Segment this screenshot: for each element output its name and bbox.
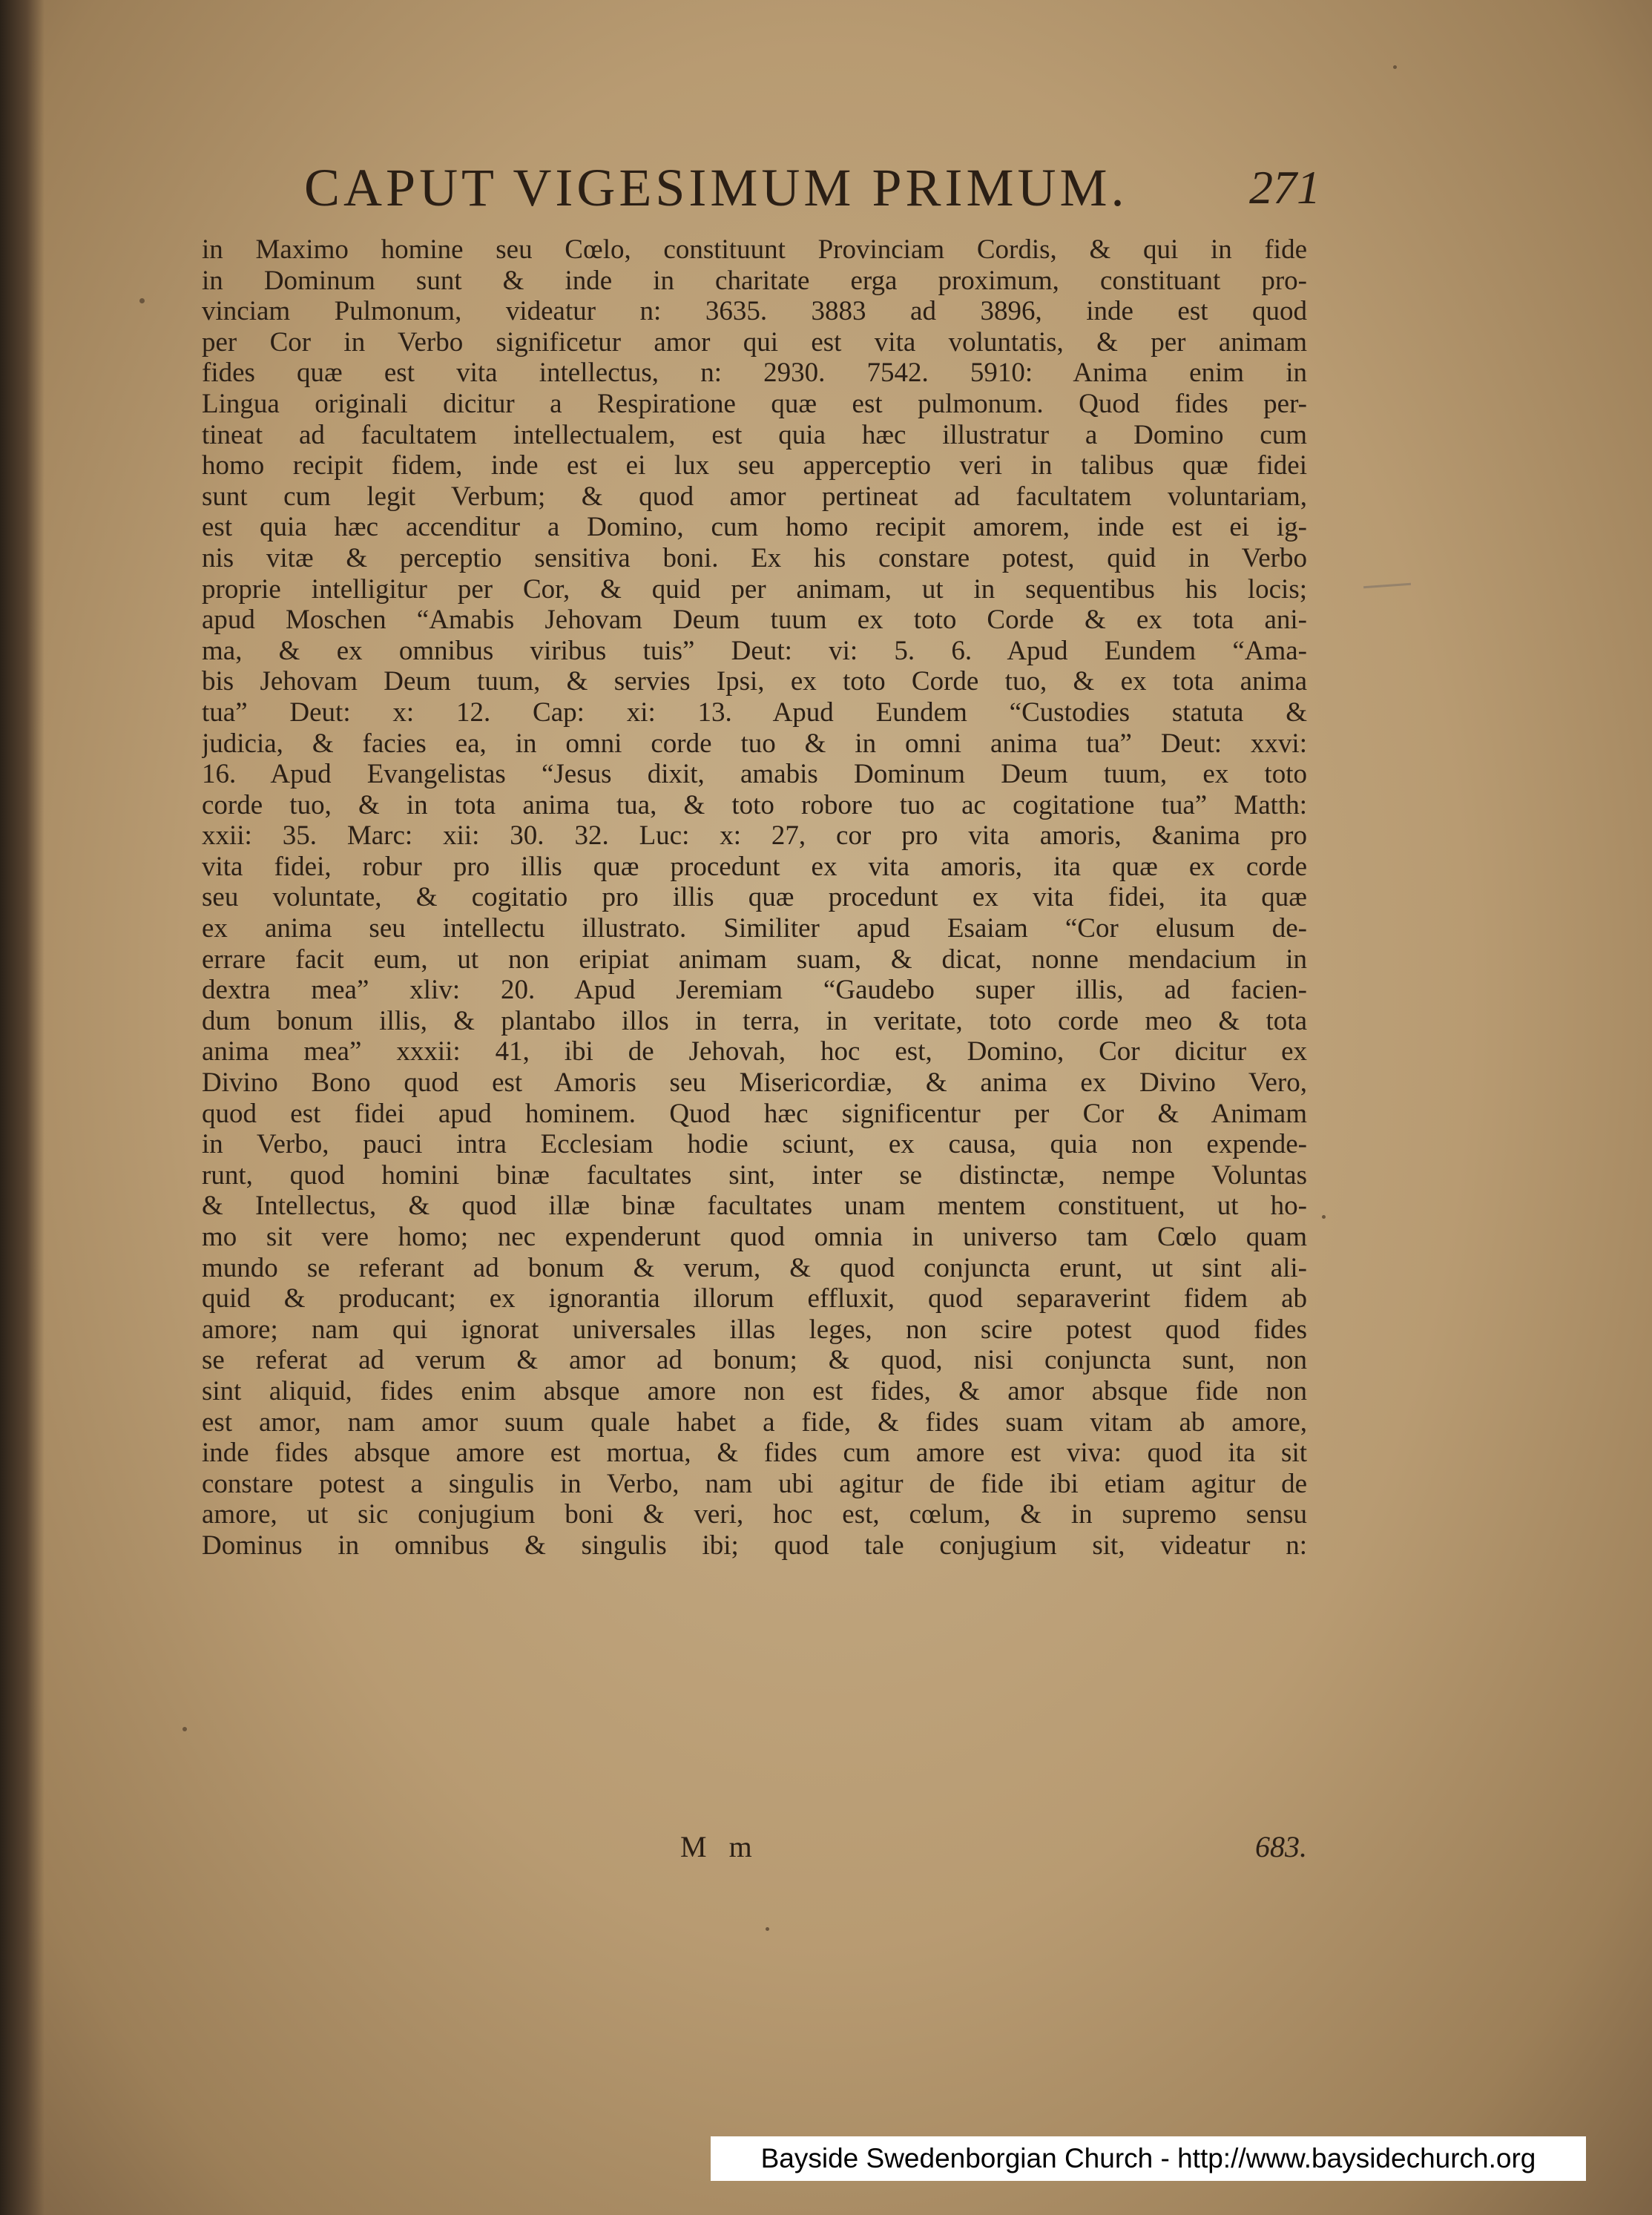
text-line: apud Moschen “Amabis Jehovam Deum tuum ex toto Corde & ex tota ani- (202, 605, 1307, 636)
text-line: in Verbo, pauci intra Ecclesiam hodie sciunt, ex causa, quia non expende- (202, 1129, 1307, 1160)
text-line: & Intellectus, & quod illæ binæ facultates unam mentem constituent, ut ho- (202, 1191, 1307, 1222)
text-line: vita fidei, robur pro illis quæ procedunt ex vita amoris, ita quæ ex corde (202, 851, 1307, 882)
text-line: runt, quod homini binæ facultates sint, inter se distinctæ, nempe Voluntas (202, 1159, 1307, 1191)
text-line: Dominus in omnibus & singulis ibi; quod tale conjugium sit, videatur n: (202, 1530, 1307, 1561)
text-line: judicia, & facies ea, in omni corde tuo & in omni anima tua” Deut: xxvi: (202, 728, 1307, 759)
text-line: tineat ad facultatem intellectualem, est quia hæc illustratur a Domino cum (202, 419, 1307, 450)
text-line: 16. Apud Evangelistas “Jesus dixit, amabis Dominum Deum tuum, ex toto (202, 759, 1307, 790)
text-line: anima mea” xxxii: 41, ibi de Jehovah, hoc est, Domino, Cor dicitur ex (202, 1036, 1307, 1067)
text-line: fides quæ est vita intellectus, n: 2930. 7542. 5910: Anima enim in (202, 358, 1307, 389)
text-line: ex anima seu intellectu illustrato. Similiter apud Esaiam “Cor elusum de- (202, 913, 1307, 944)
paper-speck (766, 1927, 769, 1931)
text-line: bis Jehovam Deum tuum, & servies Ipsi, ex toto Corde tuo, & ex tota anima (202, 666, 1307, 697)
running-title: CAPUT VIGESIMUM PRIMUM. (304, 158, 1128, 217)
text-line: per Cor in Verbo significetur amor qui est vita voluntatis, & per animam (202, 326, 1307, 358)
paper-speck (182, 1727, 187, 1731)
text-line: ma, & ex omnibus viribus tuis” Deut: vi: 5. 6. Apud Eundem “Ama- (202, 635, 1307, 666)
text-line: est quia hæc accenditur a Domino, cum homo recipit amorem, inde est ei ig- (202, 512, 1307, 543)
text-line: tua” Deut: x: 12. Cap: xi: 13. Apud Eundem “Custodies statuta & (202, 697, 1307, 728)
text-line: homo recipit fidem, inde est ei lux seu apperceptio veri in talibus quæ fidei (202, 450, 1307, 481)
text-line: corde tuo, & in tota anima tua, & toto robore tuo ac cogitatione tua” Matth: (202, 789, 1307, 820)
text-line: est amor, nam amor suum quale habet a fide, & fides suam vitam ab amore, (202, 1406, 1307, 1438)
text-line: in Maximo homine seu Cœlo, constituunt Provinciam Cordis, & qui in fide (202, 234, 1307, 265)
watermark-banner: Bayside Swedenborgian Church - http://www.baysidechurch.org (711, 2136, 1586, 2181)
text-line: in Dominum sunt & inde in charitate erga proximum, constituant pro- (202, 265, 1307, 296)
text-line: nis vitæ & perceptio sensitiva boni. Ex his constare potest, quid in Verbo (202, 542, 1307, 573)
text-line: vinciam Pulmonum, videatur n: 3635. 3883 ad 3896, inde est quod (202, 296, 1307, 327)
text-line: constare potest a singulis in Verbo, nam ubi agitur de fide ibi etiam agitur de (202, 1468, 1307, 1499)
paper-speck (1322, 1215, 1326, 1219)
text-line: Lingua originali dicitur a Respiratione quæ est pulmonum. Quod fides per- (202, 388, 1307, 419)
text-line: seu voluntate, & cogitatio pro illis quæ procedunt ex vita fidei, ita quæ (202, 882, 1307, 913)
text-line: Divino Bono quod est Amoris seu Misericordiæ, & anima ex Divino Vero, (202, 1067, 1307, 1099)
text-line: quid & producant; ex ignorantia illorum effluxit, quod separaverint fidem ab (202, 1283, 1307, 1314)
catchword: 683. (1255, 1830, 1307, 1863)
text-line: errare facit eum, ut non eripiat animam suam, & dicat, nonne mendacium in (202, 944, 1307, 975)
text-line: se referat ad verum & amor ad bonum; & quod, nisi conjuncta sunt, non (202, 1345, 1307, 1376)
body-text (202, 234, 1307, 1561)
text-line: proprie intelligitur per Cor, & quid per animam, ut in sequentibus his locis; (202, 573, 1307, 605)
page-number: 271 (1249, 161, 1320, 214)
book-gutter-shadow (0, 0, 45, 2215)
paper-speck (139, 298, 145, 303)
text-line: amore; nam qui ignorat universales illas leges, non scire potest quod fides (202, 1314, 1307, 1345)
paper-speck (1393, 65, 1397, 69)
text-line: xxii: 35. Marc: xii: 30. 32. Luc: x: 27, cor pro vita amoris, &anima pro (202, 820, 1307, 852)
page-footer (202, 1829, 1307, 1866)
text-line: amore, ut sic conjugium boni & veri, hoc est, cœlum, & in supremo sensu (202, 1499, 1307, 1530)
text-line: dum bonum illis, & plantabo illos in terra, in veritate, toto corde meo & tota (202, 1005, 1307, 1036)
text-line: sint aliquid, fides enim absque amore non est fides, & amor absque fide non (202, 1375, 1307, 1406)
text-line: dextra mea” xliv: 20. Apud Jeremiam “Gaudebo super illis, ad facien- (202, 975, 1307, 1006)
text-line: mo sit vere homo; nec expenderunt quod omnia in universo tam Cœlo quam (202, 1222, 1307, 1252)
signature-mark: M m (680, 1830, 760, 1863)
text-line: sunt cum legit Verbum; & quod amor pertineat ad facultatem voluntariam, (202, 481, 1307, 512)
text-line: inde fides absque amore est mortua, & fides cum amore est viva: quod ita sit (202, 1438, 1307, 1469)
text-line: quod est fidei apud hominem. Quod hæc significentur per Cor & Animam (202, 1098, 1307, 1129)
page-header (304, 157, 1320, 224)
text-line: mundo se referant ad bonum & verum, & quod conjuncta erunt, ut sint ali- (202, 1252, 1307, 1283)
